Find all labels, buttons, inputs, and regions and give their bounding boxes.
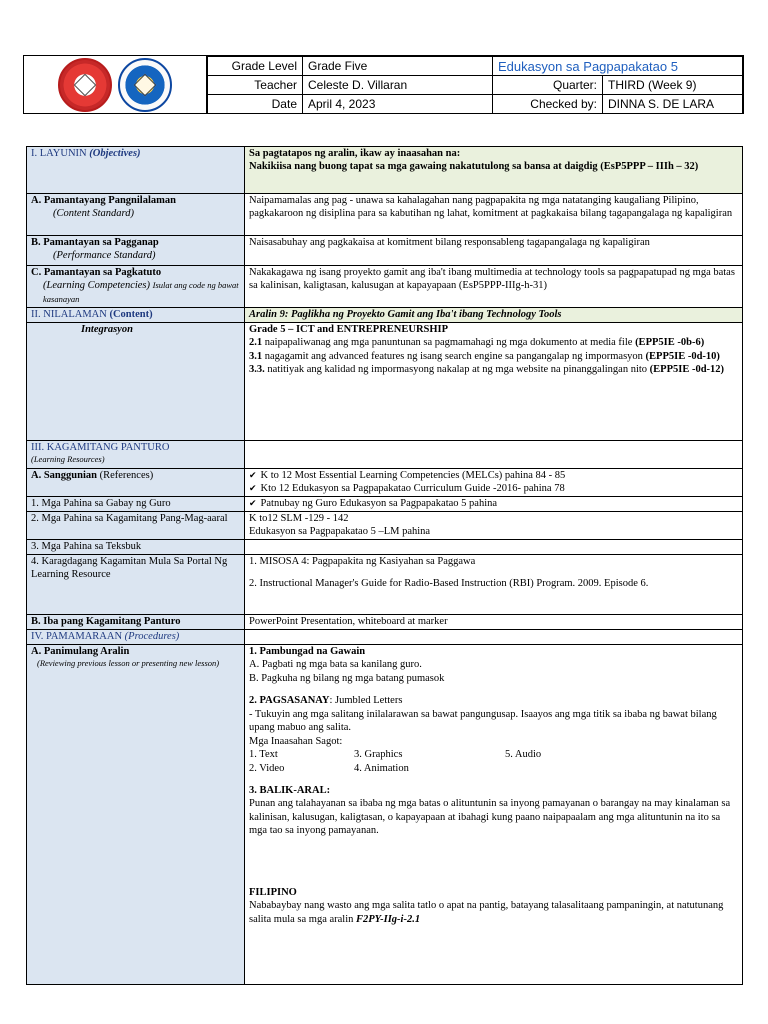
performance-standard-text: Naisasabuhay ang pagkakaisa at komitment bilang responsableng tagapangalaga ng kapaligiran [245,236,743,266]
nilalaman-label: II. NILALAMAN [31,309,110,320]
competency-text: Nakakagawa ng isang proyekto gamit ang iba't ibang multimedia at technology tools sa pagpapatupad ng mga batas sa kalinisan, kaligtasan, kalusugan at kapayapaan (EsP5PPP-IIIg-h-31) [245,266,743,308]
table-row [27,630,743,645]
integrasyon-item-1 [249,336,738,349]
reference-item: ✔ Kto 12 Edukasyon sa Pagpapakatao Curriculum Guide -2016- pahina 78 [249,482,738,495]
gawain-step: B. Pagkuha ng bilang ng mga batang pumasok [249,672,445,684]
panimula-content-cell [245,645,743,985]
spacer [249,685,738,694]
checked-by-value: DINNA S. DE LARA [603,95,743,114]
answer-item: 2. Video [249,762,285,774]
item-number: 2.1 [249,337,263,349]
pagsasanay-desc: - Tukuyin ang mga salitang inilalarawan sa bawat pangungusap. Isaayos ang mga titik sa ibaba ng bawat bilang upang mabuo ang salita. [249,708,717,734]
layunin-content-cell [245,147,743,194]
lesson-plan-table [26,146,743,985]
portal-content-cell [245,555,743,615]
integrasyon-label-cell [27,323,245,441]
pamamaraan-empty-cell [245,630,743,645]
balik-aral-title: 3. BALIK-ARAL: [249,784,331,796]
grade-level-value: Grade Five [303,57,493,76]
table-row [27,236,743,266]
performance-standard-sublabel: (Performance Standard) [53,250,156,262]
portal-label: 4. Karagdagang Kagamitan Mula Sa Portal Ng Learning Resource [27,555,245,615]
integrasyon-item-2 [249,350,738,363]
layunin-label: I. LAYUNIN [31,148,90,159]
subject-title: Edukasyon sa Pagpapakatao 5 [493,57,743,76]
spacer [249,775,738,784]
filipino-text: Nababaybay nang wasto ang mga salita tatlo o apat na pantig, batayang talasalitaang pampaningin, at natutunang salita mula sa mga aralin [249,900,724,925]
answers-row [249,748,738,761]
competency-sublabel-line [31,279,240,306]
lesson-header [23,55,744,114]
spacer [249,568,738,577]
table-row [27,497,743,512]
performance-standard-label: B. Pamantayan sa Pagganap [31,237,159,248]
sanggunian-label: A. Sanggunian [31,470,100,481]
table-row [27,308,743,323]
nilalaman-text: Aralin 9: Paglikha ng Proyekto Gamit ang Iba't ibang Technology Tools [245,308,743,323]
filipino-text-line [249,899,738,926]
competency-label-cell [27,266,245,308]
kagamitan-mag-line: Edukasyon sa Pagpapakatao 5 –LM pahina [249,526,431,538]
item-text: naipapaliwanag ang mga panuntunan sa pagmamahagi ng mga dokumento at media file [262,337,636,349]
teksbuk-label: 3. Mga Pahina sa Teksbuk [27,540,245,555]
school-seal-logo-icon [58,58,112,112]
kagamitan-empty-cell [245,441,743,469]
item-code: (EPP5IE -0d-10) [645,350,720,362]
item-number: 3.3. [249,364,265,376]
item-text: natitiyak ang kalidad ng impormasyong nakalap at ng mga website na pinanggalingan nito [264,364,650,376]
teksbuk-empty-cell [245,540,743,555]
answers-label: Mga Inaasahan Sagot: [249,735,343,747]
integrasyon-title: Grade 5 – ICT and ENTREPRENEURSHIP [249,324,449,335]
header-info-table [207,56,743,114]
panimula-label-cell [27,645,245,985]
nilalaman-label-cell [27,308,245,323]
layunin-objective: Nakikiisa nang buong tapat sa mga gawaing nakatutulong sa bansa at daigdig (EsP5PPP – IIIh – 32) [249,161,699,173]
pagsasanay-subtitle: : Jumbled Letters [329,695,403,707]
portal-line: 2. Instructional Manager's Guide for Radio-Based Instruction (RBI) Program. 2009. Episode 6. [249,578,649,590]
gawain-title: 1. Pambungad na Gawain [249,646,366,657]
pamamaraan-label: IV. PAMAMARAAN [31,631,125,642]
sanggunian-content-cell [245,469,743,497]
integrasyon-item-3 [249,363,738,376]
content-standard-text: Naipamamalas ang pag - unawa sa kahalagahan nang pagpapakita ng mga natatanging kaugaliang Pilipino, pagkakaroon ng disiplina para sa kabutihan ng lahat, komitment at pagkakaisa bilang tagapangalaga ng kapaligiran [245,194,743,236]
item-code: (EPP5IE -0d-12) [649,364,725,376]
balik-aral-text: Punan ang talahayanan sa ibaba ng mga batas o alituntunin sa inyong pamayanan o barangay na may kinalaman sa kalinisan, kalusugan, kaligtasan, o kapayapaan at ibahagi kung paano naipapaalam ang mga alituntunin na ito sa mga tao sa inyong pamayanan. [249,798,731,837]
nilalaman-sublabel: (Content) [109,309,153,320]
sanggunian-label-cell [27,469,245,497]
table-row [27,441,743,469]
pagsasanay-heading [249,694,738,707]
checked-by-label: Checked by: [493,95,603,114]
table-row [27,540,743,555]
spacer [249,838,738,886]
table-row [27,266,743,308]
table-row [27,147,743,194]
panimula-sublabel: (Reviewing previous lesson or presenting new lesson) [37,658,220,669]
performance-standard-label-cell [27,236,245,266]
sanggunian-sublabel: (References) [99,470,154,481]
table-row [27,323,743,441]
table-row [27,645,743,985]
gawain-step: A. Pagbati ng mga bata sa kanilang guro. [249,659,422,671]
quarter-label: Quarter: [493,76,603,95]
gabay-text: ✔ Patnubay ng Guro Edukasyon sa Pagpapakatao 5 pahina [245,497,743,512]
panimula-label: A. Panimulang Aralin [31,646,130,657]
grade-level-label: Grade Level [208,57,303,76]
content-standard-label-cell [27,194,245,236]
answer-item: 1. Text [249,749,278,761]
kagamitan-sublabel: (Learning Resources) [31,454,105,465]
division-seal-logo-icon [118,58,172,112]
kagamitan-label-cell [27,441,245,469]
table-row [27,615,743,630]
integrasyon-label: Integrasyon [81,324,133,335]
gabay-label: 1. Mga Pahina sa Gabay ng Guro [27,497,245,512]
answer-item: 5. Audio [505,749,542,761]
pagsasanay-title: 2. PAGSASANAY [249,695,330,707]
layunin-label-cell [27,147,245,194]
layunin-intro: Sa pagtatapos ng aralin, ikaw ay inaasahan na: [249,148,461,159]
iba-pang-text: PowerPoint Presentation, whiteboard at marker [245,615,743,630]
kagamitan-label: III. KAGAMITANG PANTURO [31,442,170,453]
table-row [27,469,743,497]
integrasyon-content-cell [245,323,743,441]
table-row [27,512,743,540]
date-label: Date [208,95,303,114]
item-number: 3.1 [249,350,263,362]
date-value: April 4, 2023 [303,95,493,114]
filipino-code: F2PY-IIg-i-2.1 [356,913,421,925]
layunin-sublabel: (Objectives) [89,148,141,159]
competency-sublabel: (Learning Competencies) [43,280,151,292]
competency-note: Isulat ang code ng bawat kasanayan [43,280,239,304]
iba-pang-label: B. Iba pang Kagamitang Panturo [27,615,245,630]
quarter-value: THIRD (Week 9) [603,76,743,95]
reference-item: ✔ K to 12 Most Essential Learning Competencies (MELCs) pahina 84 - 85 [249,469,738,482]
item-code: (EPP5IE -0b-6) [635,337,705,349]
teacher-label: Teacher [208,76,303,95]
teacher-value: Celeste D. Villaran [303,76,493,95]
logo-group [24,56,207,113]
pamamaraan-sublabel: (Procedures) [124,631,180,642]
content-standard-sublabel: (Content Standard) [53,208,134,220]
portal-line: 1. MISOSA 4: Pagpapakita ng Kasiyahan sa Paggawa [249,556,476,567]
answer-item: 3. Graphics [354,749,403,761]
filipino-title: FILIPINO [249,886,297,898]
kagamitan-mag-line: K to12 SLM -129 - 142 [249,513,349,524]
item-text: nagagamit ang advanced features ng isang search engine sa pangangalap ng impormasyon [262,350,646,362]
table-row [27,194,743,236]
content-standard-label: A. Pamantayang Pangnilalaman [31,195,176,206]
competency-label: C. Pamantayan sa Pagkatuto [31,267,162,278]
kagamitan-mag-content-cell [245,512,743,540]
table-row [27,555,743,615]
answers-row [249,762,738,775]
kagamitan-mag-label: 2. Mga Pahina sa Kagamitang Pang-Mag-aaral [27,512,245,540]
pamamaraan-label-cell [27,630,245,645]
answer-item: 4. Animation [354,762,409,774]
